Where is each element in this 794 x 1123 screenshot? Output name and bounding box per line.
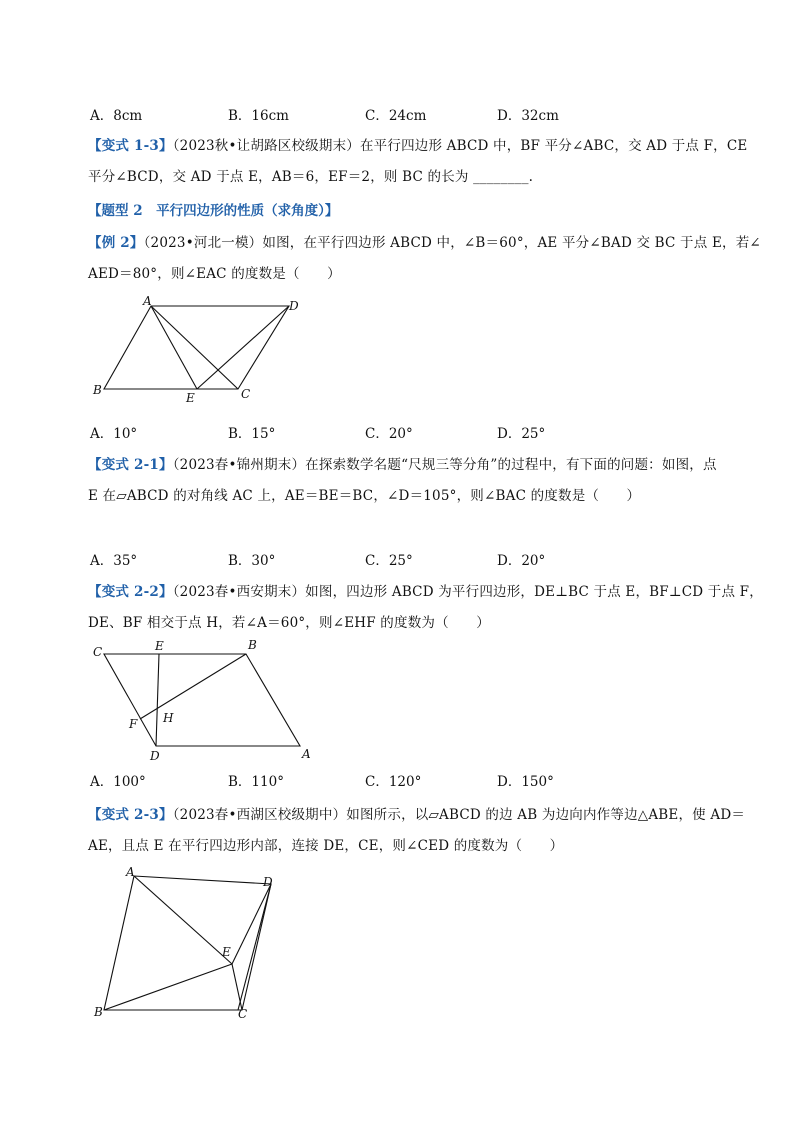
option-d[interactable]: D．25°	[497, 426, 546, 442]
option-d[interactable]: D．32cm	[497, 108, 559, 124]
segment-ac	[151, 306, 238, 389]
question-ex2-line1	[88, 231, 761, 251]
segment-ed	[197, 306, 289, 389]
option-c[interactable]: C．25°	[365, 553, 413, 569]
label-c: C	[241, 387, 251, 401]
option-d[interactable]: D．20°	[497, 553, 546, 569]
label-f: F	[129, 717, 138, 731]
label-c: C	[93, 645, 103, 659]
parallelogram	[104, 654, 300, 746]
parallelogram	[104, 876, 271, 1010]
label-h: H	[163, 711, 174, 725]
segment-ae	[134, 876, 232, 964]
label-c: C	[238, 1007, 248, 1021]
option-c[interactable]: C．120°	[365, 774, 422, 790]
label-e: E	[186, 391, 195, 405]
section-heading: 【题型 2 平行四边形的性质（求角度）】	[88, 203, 339, 219]
label-d: D	[289, 299, 299, 313]
figure-v22	[88, 636, 328, 766]
question-tag: 【例 2】	[88, 235, 144, 251]
option-a[interactable]: A．10°	[90, 426, 138, 442]
question-v22-line1	[88, 580, 763, 600]
option-b[interactable]: B．15°	[228, 426, 276, 442]
label-e: E	[155, 639, 164, 653]
label-b: B	[94, 1005, 103, 1019]
question-ex2-line2: AED＝80°，则∠EAC 的度数是（ ）	[88, 266, 341, 282]
question-text: （2023春•西湖区校级期中）如图所示，以▱ABCD 的边 AB 为边向内作等边△ABE，使 AD＝	[172, 807, 746, 823]
option-c[interactable]: C．20°	[365, 426, 413, 442]
option-b[interactable]: B．30°	[228, 553, 276, 569]
question-text: （2023春•西安期末）如图，四边形 ABCD 为平行四边形，DE⊥BC 于点 E，BF⊥CD 于点 F，	[172, 584, 763, 600]
option-a[interactable]: A．8cm	[90, 108, 143, 124]
segment-be	[104, 964, 232, 1010]
question-tag: 【变式 2-3】	[88, 807, 173, 823]
segment-ce	[232, 964, 242, 1010]
question-text: （2023•河北一模）如图，在平行四边形 ABCD 中，∠B＝60°，AE 平分∠BAD 交 BC 于点 E，若∠	[143, 235, 761, 251]
question-text: （2023秋•让胡路区校级期末）在平行四边形 ABCD 中，BF 平分∠ABC，交 AD 于点 F，CE	[172, 138, 748, 154]
label-a: A	[302, 747, 311, 761]
label-d: D	[263, 875, 273, 889]
option-c[interactable]: C．24cm	[365, 108, 427, 124]
option-b[interactable]: B．16cm	[228, 108, 289, 124]
question-v23-line2: AE，且点 E 在平行四边形内部，连接 DE，CE，则∠CED 的度数为（ ）	[88, 838, 564, 854]
segment-de	[156, 654, 159, 746]
question-text: （2023春•锦州期末）在探索数学名题“尺规三等分角”的过程中，有下面的问题：如图，点	[172, 457, 717, 473]
segment-dc-inner	[238, 884, 271, 1010]
label-b: B	[93, 383, 102, 397]
option-d[interactable]: D．150°	[497, 774, 554, 790]
segment-bf	[140, 654, 246, 719]
segment-ae	[151, 306, 197, 389]
question-v23-line1	[88, 803, 745, 823]
parallelogram	[104, 306, 289, 389]
figure-ex2	[90, 292, 310, 407]
segment-de	[232, 884, 271, 964]
label-b: B	[248, 638, 257, 652]
option-b[interactable]: B．110°	[228, 774, 284, 790]
question-tag: 【变式 1-3】	[88, 138, 173, 154]
option-a[interactable]: A．35°	[90, 553, 138, 569]
question-tag: 【变式 2-1】	[88, 457, 173, 473]
label-e: E	[222, 945, 231, 959]
figure-v23	[88, 860, 288, 1025]
question-v13-line1	[88, 134, 747, 154]
question-v22-line2: DE、BF 相交于点 H，若∠A＝60°，则∠EHF 的度数为（ ）	[88, 615, 490, 631]
label-a: A	[143, 294, 152, 308]
label-d: D	[150, 749, 160, 763]
question-tag: 【变式 2-2】	[88, 584, 173, 600]
option-a[interactable]: A．100°	[90, 774, 146, 790]
question-v21-line1	[88, 453, 717, 473]
label-a: A	[126, 865, 135, 879]
question-v13-line2: 平分∠BCD，交 AD 于点 E，AB＝6，EF＝2，则 BC 的长为 ________.	[88, 169, 534, 185]
question-v21-line2: E 在▱ABCD 的对角线 AC 上，AE＝BE＝BC，∠D＝105°，则∠BAC 的度数是（ ）	[88, 488, 641, 504]
